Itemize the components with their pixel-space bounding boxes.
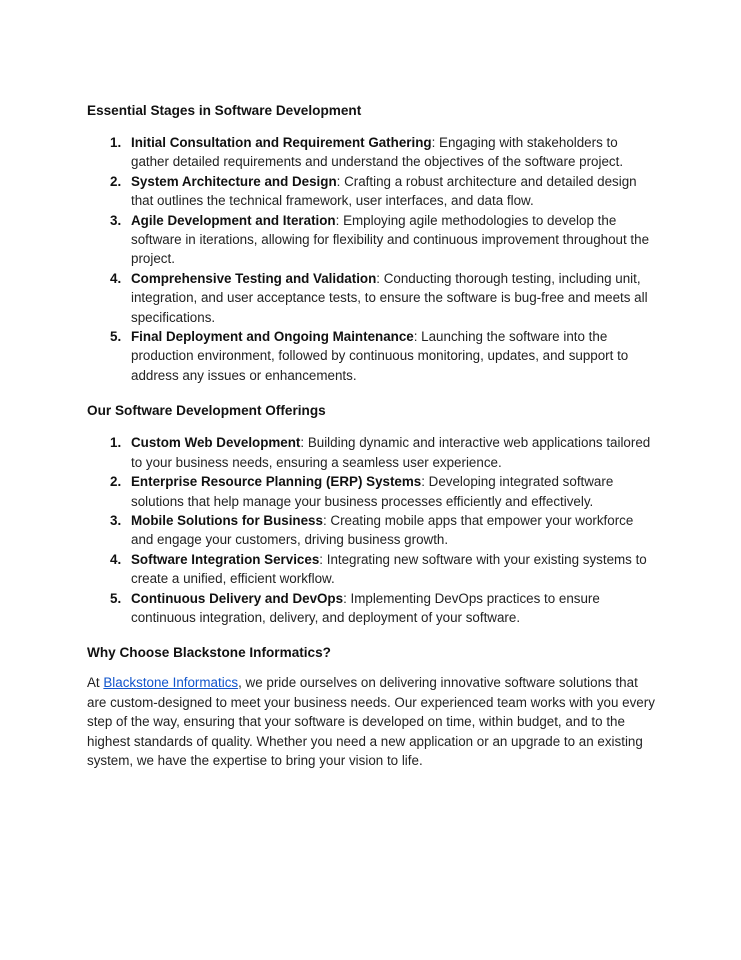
list-item-desc: : Integrating new software with your existing systems to create a unified, efficient workflow. (131, 551, 647, 587)
list-item-term: Final Deployment and Ongoing Maintenance (131, 329, 414, 345)
list-item (131, 327, 655, 385)
list-item-desc: : Employing agile methodologies to develop the software in iterations, allowing for flexibility and continuous improvement throughout the project. (131, 212, 650, 267)
why-paragraph (87, 673, 655, 770)
list-item-desc: : Creating mobile apps that empower your workforce and engage your customers, driving business growth. (131, 512, 634, 548)
list-item (131, 172, 655, 211)
list-item (131, 550, 655, 589)
list-item (131, 433, 655, 472)
list-item-term: Agile Development and Iteration (131, 212, 336, 228)
offerings-list (87, 433, 655, 627)
section-title-stages: Essential Stages in Software Development (87, 103, 362, 118)
list-item (131, 472, 655, 511)
list-item (131, 511, 655, 550)
list-item-term: Continuous Delivery and DevOps (131, 590, 344, 606)
list-item-desc: : Engaging with stakeholders to gather detailed requirements and understand the objectives of the software project. (131, 135, 624, 170)
why-prefix: At (87, 675, 104, 691)
list-item-desc: : Launching the software into the production environment, followed by continuous monitoring, updates, and support to address any issues or enhancements. (131, 329, 629, 383)
list-item-desc: : Implementing DevOps practices to ensure continuous integration, delivery, and deployment of your software. (131, 590, 600, 625)
list-item-desc: : Building dynamic and interactive web applications tailored to your business needs, ensuring a seamless user experience. (131, 435, 651, 470)
stages-list (87, 133, 655, 385)
list-item-desc: : Developing integrated software solutions that help manage your business processes efficiently and effectively. (131, 474, 614, 509)
list-item (131, 269, 655, 327)
list-item-term: Mobile Solutions for Business (131, 512, 323, 528)
list-item (131, 589, 655, 628)
list-item (131, 133, 655, 172)
list-item (131, 211, 655, 269)
section-title-why: Why Choose Blackstone Informatics? (87, 645, 331, 661)
list-item-desc: : Crafting a robust architecture and detailed design that outlines the technical framework, user interfaces, and data flow. (131, 173, 637, 209)
list-item-term: Custom Web Development (131, 435, 301, 451)
list-item-term: Initial Consultation and Requirement Gathering (131, 135, 432, 150)
list-item-term: Software Integration Services (131, 551, 320, 567)
section-title-offerings: Our Software Development Offerings (87, 403, 326, 419)
list-item-desc: : Conducting thorough testing, including unit, integration, and user acceptance tests, to ensure the software is bug-free and meets all specifications. (131, 270, 648, 325)
list-item-term: Comprehensive Testing and Validation (131, 270, 377, 286)
why-body: , we pride ourselves on delivering innovative software solutions that are custom-designed to meet your business needs. Our experienced team works with you every step of the way, ensuring that your software is developed on time, within budget, and to the highest standards of quality. Whether you need a new application or an upgrade to an existing system, we have the expertise to bring your vision to life. (87, 675, 655, 768)
list-item-term: Enterprise Resource Planning (ERP) Systems (131, 474, 422, 490)
blackstone-informatics-link[interactable]: Blackstone Informatics (103, 675, 239, 691)
list-item-term: System Architecture and Design (131, 173, 337, 189)
